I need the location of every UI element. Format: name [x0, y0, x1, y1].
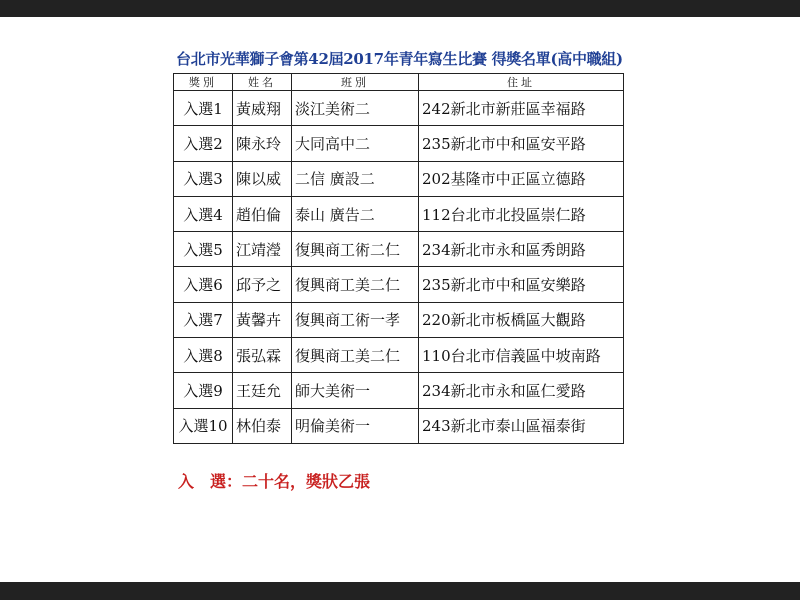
table-row — [174, 232, 624, 267]
bottom-border-bar — [0, 582, 800, 600]
award-footnote: 入 選：二十名，獎狀乙張 — [178, 472, 371, 491]
cell-address: 235新北市中和區安平路 — [419, 126, 624, 161]
cell-class: 復興商工美二仁 — [292, 267, 419, 302]
cell-name: 趙伯倫 — [233, 196, 292, 231]
page-title: 台北市光華獅子會第42屆2017年青年寫生比賽 得獎名單(高中職組) — [176, 50, 623, 68]
cell-class: 泰山 廣告二 — [292, 196, 419, 231]
cell-address: 235新北市中和區安樂路 — [419, 267, 624, 302]
table-row — [174, 91, 624, 126]
cell-address: 234新北市永和區仁愛路 — [419, 373, 624, 408]
header-name: 姓名 — [233, 74, 292, 91]
table-row — [174, 267, 624, 302]
cell-award: 入選6 — [174, 267, 233, 302]
table-row — [174, 161, 624, 196]
table-row — [174, 196, 624, 231]
header-award: 獎別 — [174, 74, 233, 91]
cell-address: 112台北市北投區崇仁路 — [419, 196, 624, 231]
table-header-row — [174, 74, 624, 91]
cell-class: 復興商工術二仁 — [292, 232, 419, 267]
cell-name: 陳永玲 — [233, 126, 292, 161]
top-border-bar — [0, 0, 800, 17]
cell-name: 江靖瀅 — [233, 232, 292, 267]
cell-award: 入選3 — [174, 161, 233, 196]
cell-name: 王廷允 — [233, 373, 292, 408]
cell-address: 220新北市板橋區大觀路 — [419, 302, 624, 337]
cell-name: 黃馨卉 — [233, 302, 292, 337]
cell-award: 入選9 — [174, 373, 233, 408]
cell-name: 邱予之 — [233, 267, 292, 302]
cell-award: 入選5 — [174, 232, 233, 267]
cell-class: 大同高中二 — [292, 126, 419, 161]
table-row — [174, 373, 624, 408]
cell-address: 234新北市永和區秀朗路 — [419, 232, 624, 267]
header-address: 住址 — [419, 74, 624, 91]
cell-name: 陳以威 — [233, 161, 292, 196]
cell-award: 入選7 — [174, 302, 233, 337]
cell-class: 明倫美術一 — [292, 408, 419, 443]
cell-class: 復興商工美二仁 — [292, 338, 419, 373]
header-class: 班別 — [292, 74, 419, 91]
cell-name: 張弘霖 — [233, 338, 292, 373]
table-row — [174, 302, 624, 337]
table-row — [174, 126, 624, 161]
cell-class: 復興商工術一孝 — [292, 302, 419, 337]
cell-address: 243新北市泰山區福泰街 — [419, 408, 624, 443]
cell-address: 110台北市信義區中坡南路 — [419, 338, 624, 373]
cell-class: 二信 廣設二 — [292, 161, 419, 196]
cell-address: 202基隆市中正區立德路 — [419, 161, 624, 196]
cell-class: 師大美術一 — [292, 373, 419, 408]
award-table — [173, 73, 624, 444]
table-row — [174, 338, 624, 373]
cell-name: 林伯泰 — [233, 408, 292, 443]
cell-award: 入選1 — [174, 91, 233, 126]
cell-class: 淡江美術二 — [292, 91, 419, 126]
cell-award: 入選4 — [174, 196, 233, 231]
cell-award: 入選8 — [174, 338, 233, 373]
cell-address: 242新北市新莊區幸福路 — [419, 91, 624, 126]
cell-name: 黃威翔 — [233, 91, 292, 126]
table-row — [174, 408, 624, 443]
cell-award: 入選2 — [174, 126, 233, 161]
cell-award: 入選10 — [174, 408, 233, 443]
